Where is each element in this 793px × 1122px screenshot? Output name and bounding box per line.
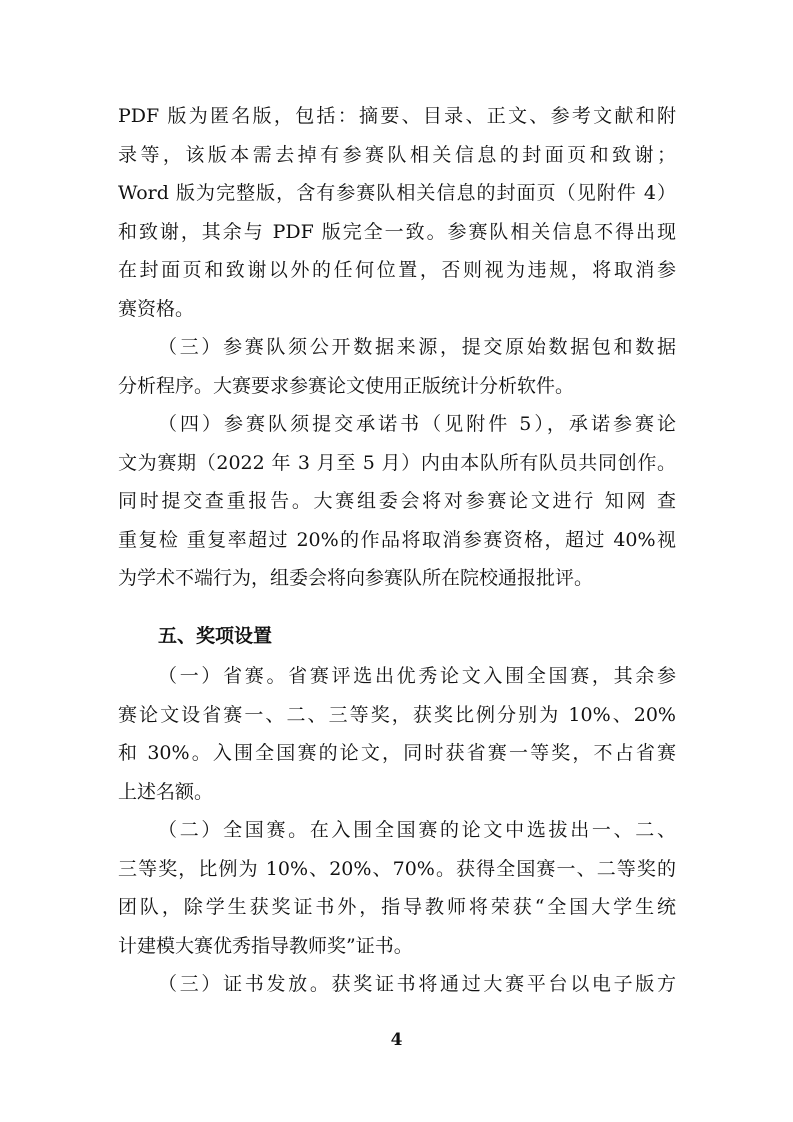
paragraph-commitment [118,405,676,598]
paragraph-national-award [118,811,676,965]
paragraph-data-source [118,328,676,405]
text-line: Word 版为完整版，含有参赛队相关信息的封面页（见附件 4） [118,182,676,204]
text-line: （二）全国赛。在入围全国赛的论文中选拔出一、二、 [158,819,676,841]
paragraph-certificate [118,965,676,1004]
text-line: （四）参赛队须提交承诺书（见附件 5），承诺参赛论 [158,413,676,435]
text-line: 同时提交查重报告。大赛组委会将对参赛论文进行 知网 查 [118,490,676,512]
text-line: 计建模大赛优秀指导教师奖”证书。 [118,934,413,957]
text-line: 赛论文设省赛一、二、三等奖，获奖比例分别为 10%、20% [118,703,676,726]
text-line: （三）参赛队须公开数据来源，提交原始数据包和数据 [158,336,676,358]
text-line: 和 30%。入围全国赛的论文，同时获省赛一等奖，不占省赛 [118,742,676,764]
text-line: 三等奖，比例为 10%、20%、70%。获得全国赛一、二等奖的 [118,857,676,880]
text-line: （三）证书发放。获奖证书将通过大赛平台以电子版方 [158,973,676,995]
paragraph-provincial-award [118,657,676,811]
page-number: 4 [390,1030,403,1050]
text-line: 为学术不端行为，组委会将向参赛队所在院校通报批评。 [118,567,594,589]
text-line: 赛资格。 [118,297,195,320]
text-line: 分析程序。大赛要求参赛论文使用正版统计分析软件。 [118,374,575,397]
text-line: 团队，除学生获奖证书外，指导教师将荣获“全国大学生统 [118,896,676,918]
text-line: 重复检 重复率超过 20%的作品将取消参赛资格，超过 40%视 [118,528,676,551]
text-line: 在封面页和致谢以外的任何位置，否则视为违规，将取消参 [118,259,676,281]
text-line: （一）省赛。省赛评选出优秀论文入围全国赛，其余参 [158,665,676,687]
section-heading-awards: 五、奖项设置 [158,625,273,647]
text-line: 文为赛期（2022 年 3 月至 5 月）内由本队所有队员共同创作。 [118,451,676,474]
text-line: PDF 版为匿名版，包括：摘要、目录、正文、参考文献和附 [118,105,676,127]
text-line: 上述名额。 [118,780,214,803]
paragraph-submission-format [118,97,676,328]
text-line: 录等，该版本需去掉有参赛队相关信息的封面页和致谢； [118,143,676,166]
text-line: 和致谢，其余与 PDF 版完全一致。参赛队相关信息不得出现 [118,220,676,243]
